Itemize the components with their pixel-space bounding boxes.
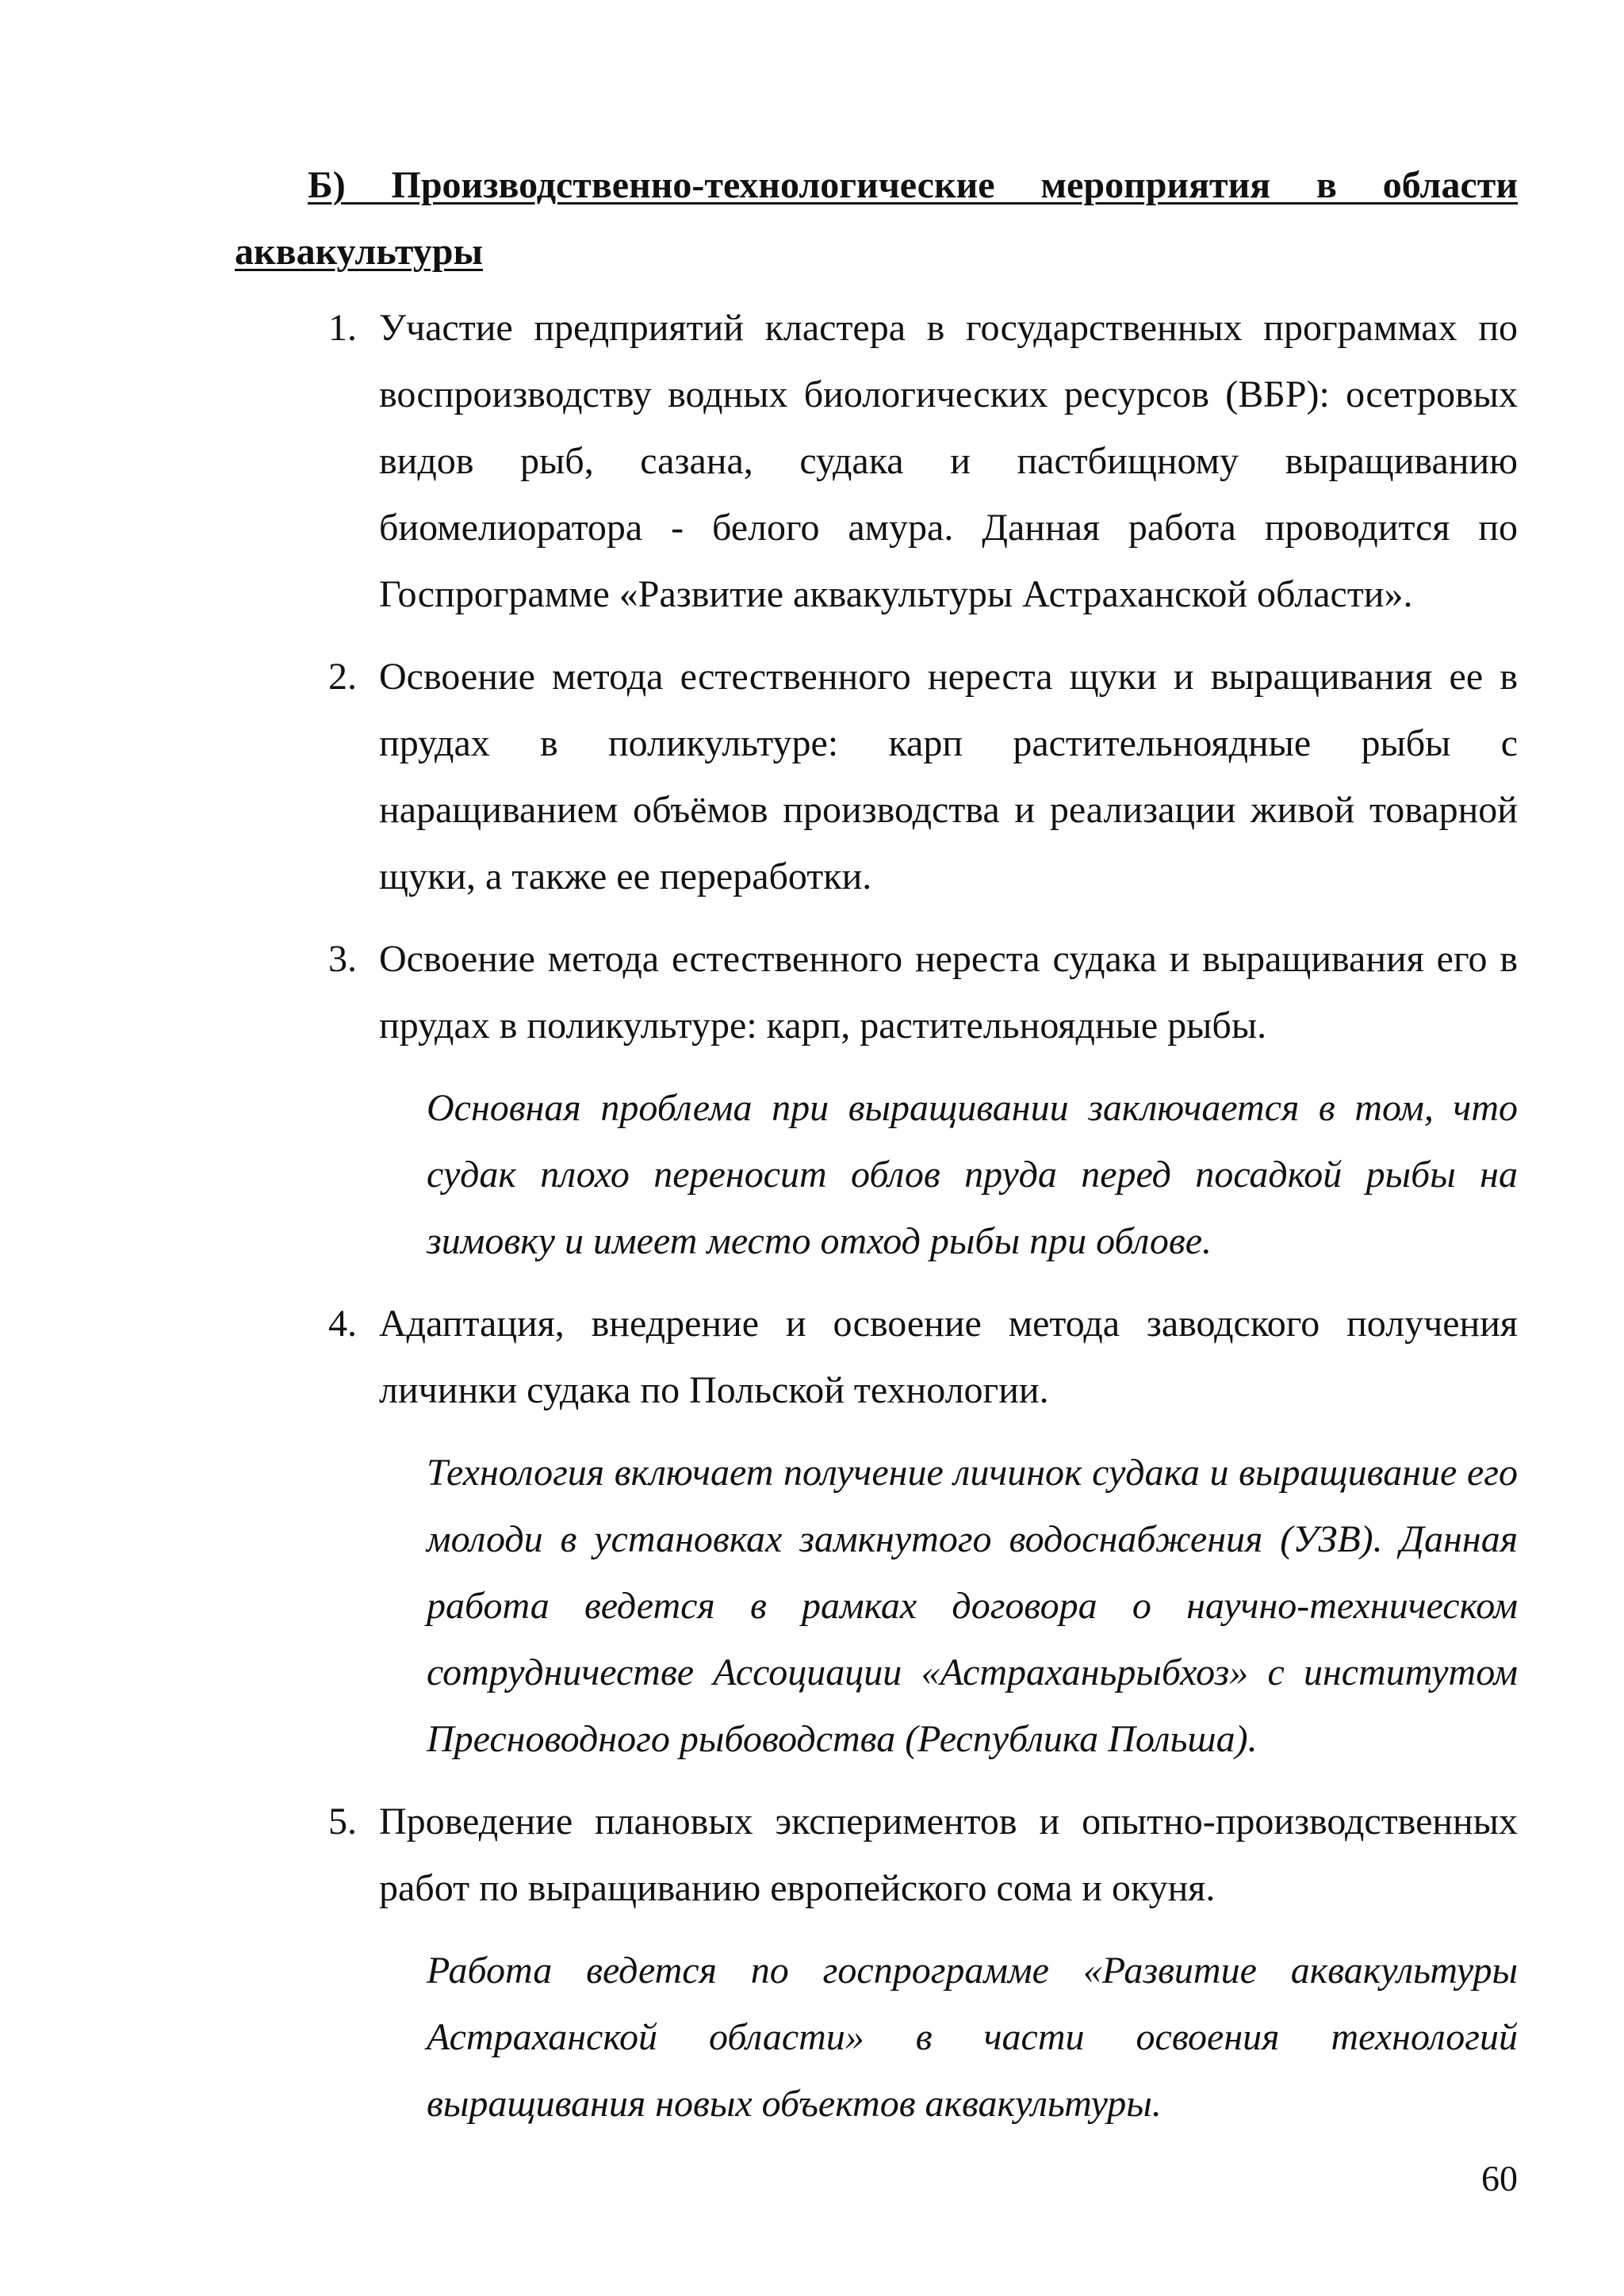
list-item-3: [235, 926, 1518, 1059]
list-item-number: 3.: [328, 938, 357, 980]
list-item-text: Освоение метода естественного нереста судака и выращивания его в прудах в поликультуре: карп, растительноядные рыбы.: [379, 938, 1518, 1047]
list-item-number: 5.: [328, 1800, 357, 1843]
list-item-text: Участие предприятий кластера в государственных программах по воспроизводству водных биологических ресурсов (ВБР): осетровых видов рыб, сазана, судака и пастбищному выращиванию биомелиоратора - белого амура. Данная работа проводится по Госпрограмме «Развитие аквакультуры Астраханской области».: [379, 307, 1518, 615]
list-item-note: Работа ведется по госпрограмме «Развитие аквакультуры Астраханской области» в части освоения технологий выращивания новых объектов аквакультуры.: [427, 1950, 1518, 2125]
list-item-2: [235, 644, 1518, 910]
list-item-text: Адаптация, внедрение и освоение метода заводского получения личинки судака по Польской технологии.: [379, 1303, 1518, 1411]
list-item-note: Основная проблема при выращивании заключается в том, что судак плохо переносит облов пруда перед посадкой рыбы на зимовку и имеет место отход рыбы при облове.: [427, 1087, 1518, 1262]
list-item-text: Проведение плановых экспериментов и опытно-производственных работ по выращиванию европейского сома и окуня.: [379, 1800, 1518, 1909]
list-item-4: [235, 1291, 1518, 1424]
list-item-5: [235, 1789, 1518, 1922]
page-content: [235, 152, 1518, 2153]
list-item-number: 4.: [328, 1303, 357, 1345]
page-number: 60: [1481, 2158, 1518, 2198]
section-heading: Б) Производственно-технологические мероприятия в области аквакультуры: [235, 164, 1518, 273]
list-item-text: Освоение метода естественного нереста щуки и выращивания ее в прудах в поликультуре: карп растительноядные рыбы с наращиванием объёмов производства и реализации живой товарной щуки, а также ее переработки.: [379, 656, 1518, 897]
list-item-note: Технология включает получение личинок судака и выращивание его молоди в установках замкнутого водоснабжения (УЗВ). Данная работа ведется в рамках договора о научно-техническом сотрудничестве Ассоциации «Астраханьрыбхоз» с институтом Пресноводного рыбоводства (Республика Польша).: [427, 1452, 1518, 1760]
list-item-1: [235, 295, 1518, 628]
list-item-number: 1.: [328, 307, 357, 349]
list-item-number: 2.: [328, 656, 357, 698]
